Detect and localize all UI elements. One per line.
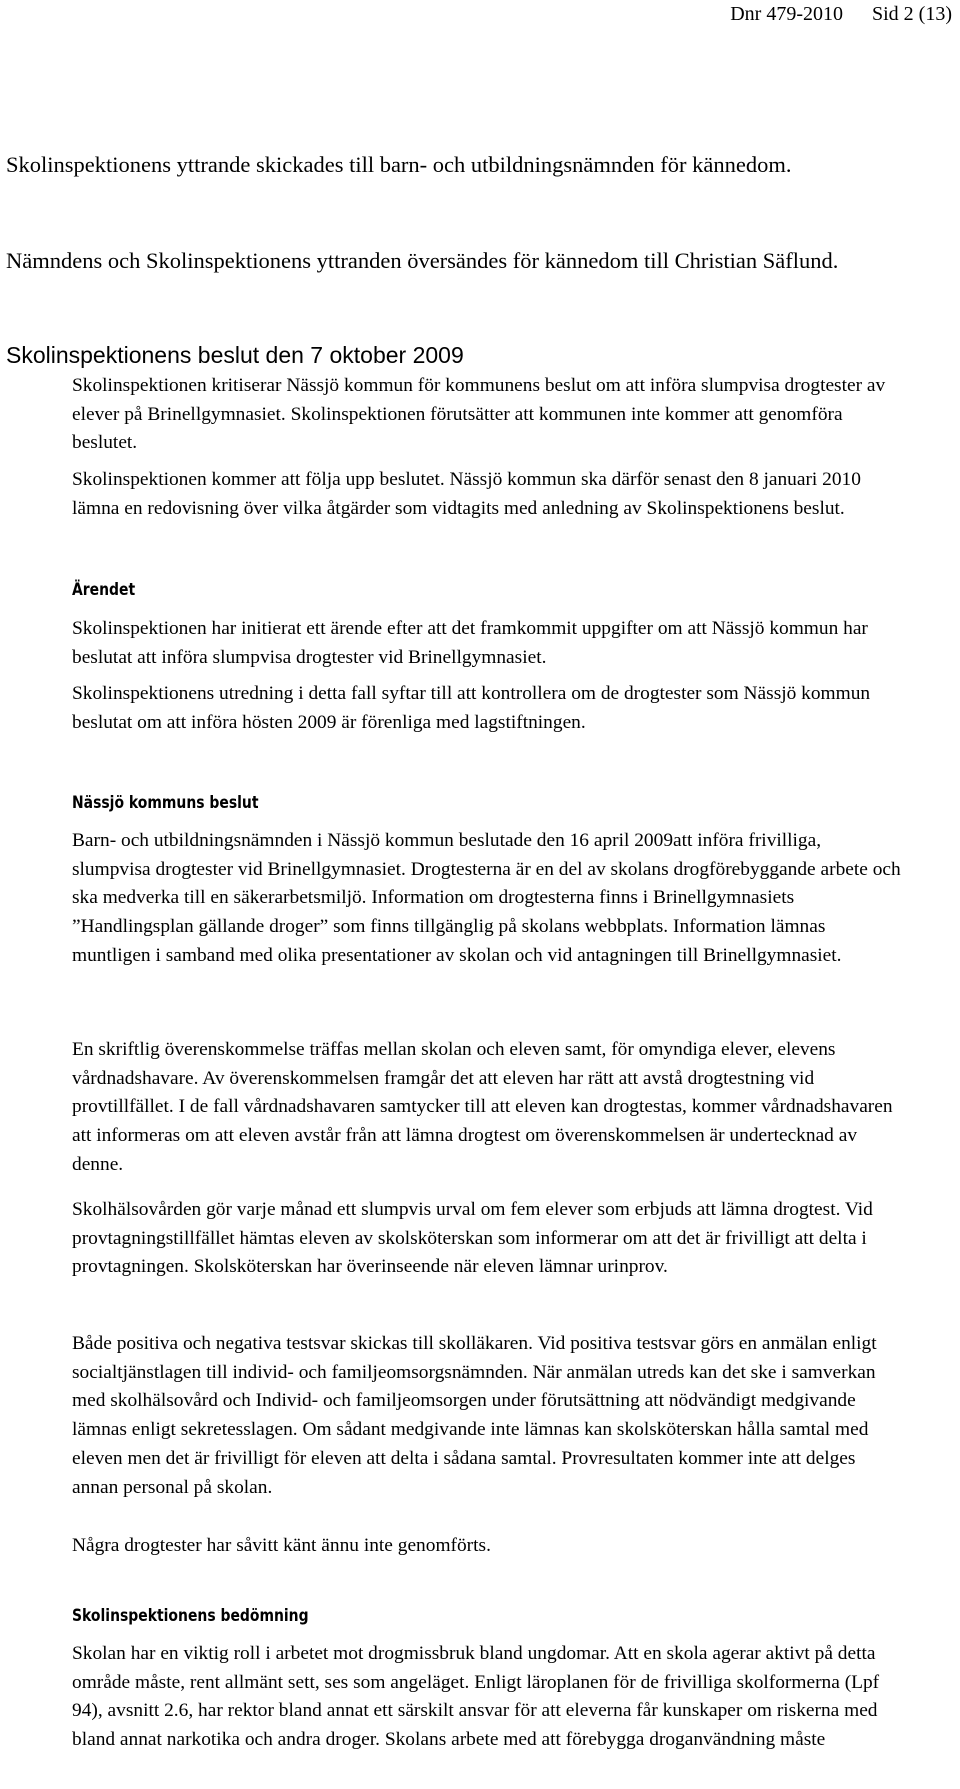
municipality-paragraph: Några drogtester har såvitt känt ännu inte genomförts. [72,1535,491,1556]
case-paragraph: Skolinspektionen har initierat ett ärende efter att det framkommit uppgifter om att Nässjö kommun har beslutat att införa slumpvisa drogtester vid Brinellgymnasiet. [72,618,868,668]
decision-heading: Skolinspektionens beslut den 7 oktober 2009 [6,342,464,368]
case-paragraph: Skolinspektionens utredning i detta fall syftar till att kontrollera om de drogtester som Nässjö kommun beslutat om att införa hösten 2009 är förenliga med lagstiftningen. [72,683,871,733]
intro-paragraph: Nämndens och Skolinspektionens yttranden översändes för kännedom till Christian Säflund. [6,248,839,273]
assessment-heading: Skolinspektionens bedömning [72,1606,309,1626]
decision-paragraph: Skolinspektionen kommer att följa upp beslutet. Nässjö kommun ska därför senast den 8 januari 2010 lämna en redovisning över vilka åtgärder som vidtagits med anledning av Skolinspektionens beslut. [72,469,861,519]
municipality-paragraph: Både positiva och negativa testsvar skickas till skolläkaren. Vid positiva testsvar görs en anmälan enligt socialtjänstlagen till individ- och familjeomsorgsnämnden. När anmälan utreds kan det ske i samverkan med skolhälsovård och Individ- och familjeomsorgen under förutsättning att nödvändigt medgivande lämnas enligt sekretesslagen. Om sådant medgivande inte lämnas kan skolsköterskan hålla samtal med eleven men det är frivilligt för eleven att delta i sådana samtal. Provresultaten kommer inte att delges annan personal på skolan. [72,1333,877,1498]
page-number: Sid 2 (13) [872,3,952,25]
page-header [730,0,952,28]
municipality-paragraph: Skolhälsovården gör varje månad ett slumpvis urval om fem elever som erbjuds att lämna drogtest. Vid provtagningstillfället hämtas eleven av skolsköterskan som informerar om att det är frivilligt att delta i provtagningen. Skolsköterskan har överinseende när eleven lämnar urinprov. [72,1199,873,1278]
document-number: Dnr 479-2010 [730,3,843,25]
case-heading: Ärendet [72,580,136,600]
assessment-paragraph: Skolan har en viktig roll i arbetet mot drogmissbruk bland ungdomar. Att en skola agerar aktivt på detta område måste, rent allmänt sett, ses som angeläget. Enligt läroplanen för de frivilliga skolformerna (Lpf 94), avsnitt 2.6, har rektor bland annat ett särskilt ansvar för att eleverna får kunskaper om riskerna med bland annat narkotika och andra droger. Skolans arbete med att förebygga droganvändning måste [72,1643,880,1751]
municipality-paragraph: Barn- och utbildningsnämnden i Nässjö kommun beslutade den 16 april 2009att införa frivilliga, slumpvisa drogtester vid Brinellgymnasiet. Drogtesterna är en del av skolans drogförebyggande arbete och ska medverka till en säkerarbetsmiljö. Information om drogtesterna finns i Brinellgymnasiets ”Handlingsplan gällande droger” som finns tillgänglig på skolans webbplats. Information lämnas muntligen i samband med olika presentationer av skolan och vid antagningen till Brinellgymnasiet. [72,830,901,966]
municipality-paragraph: En skriftlig överenskommelse träffas mellan skolan och eleven samt, för omyndiga elever, elevens vårdnadshavare. Av överenskommelsen framgår det att eleven har rätt att avstå drogtestning vid provtillfället. I de fall vårdnadshavaren samtycker till att eleven kan drogtestas, kommer vårdnadshavaren att informeras om att eleven avstår från att lämna drogtest om överenskommelsen är undertecknad av denne. [72,1039,893,1175]
decision-paragraph: Skolinspektionen kritiserar Nässjö kommun för kommunens beslut om att införa slumpvisa drogtester av elever på Brinellgymnasiet. Skolinspektionen förutsätter att kommunen inte kommer att genomföra beslutet. [72,375,886,454]
intro-paragraph: Skolinspektionens yttrande skickades till barn- och utbildningsnämnden för kännedom. [6,152,792,177]
municipality-heading: Nässjö kommuns beslut [72,793,259,813]
